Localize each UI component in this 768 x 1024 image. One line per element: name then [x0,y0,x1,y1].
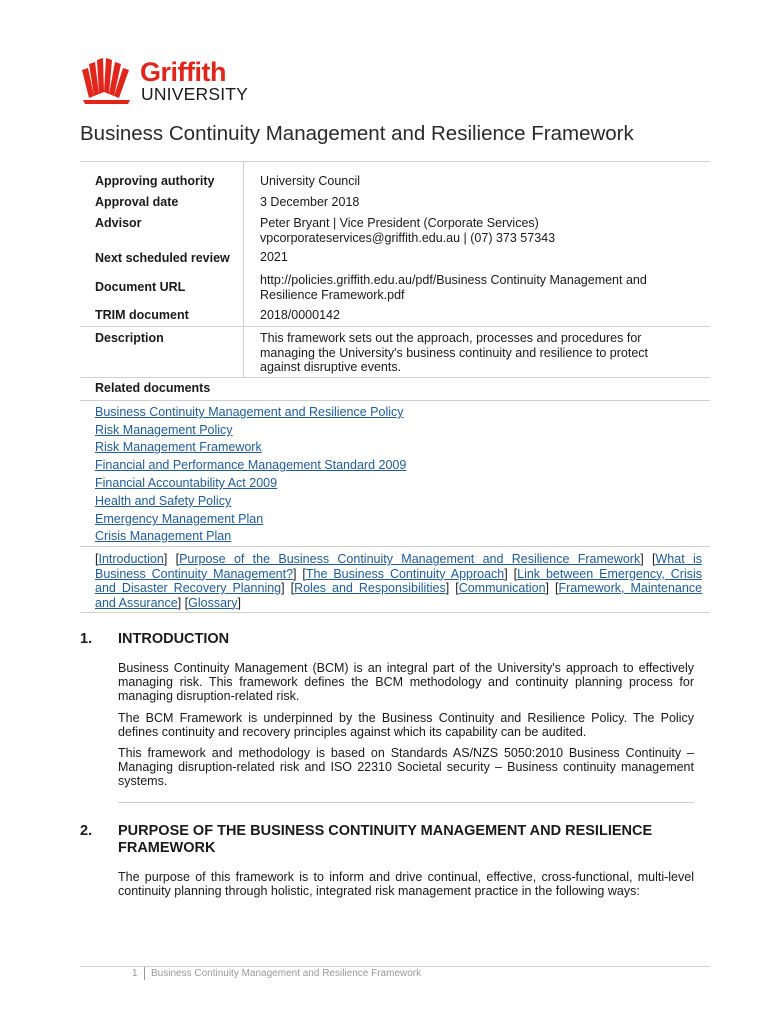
nav-link-roles[interactable]: Roles and Responsibilities [294,581,446,595]
meta-key-approving-authority: Approving authority [95,174,215,188]
nav-link-communication[interactable]: Communication [458,581,546,595]
meta-value-next-review: 2021 [260,250,288,264]
section-2-number: 2. [80,823,93,839]
nav-link-what-is-bcm[interactable]: What is Business Continuity Management? [95,552,703,581]
nav-link-purpose[interactable]: Purpose of the Business Continuity Management and Resilience Framework [179,552,641,566]
section-1-number: 1. [80,631,93,647]
meta-value-description [260,331,700,375]
related-link-bcm-policy[interactable]: Business Continuity Management and Resilience Policy [95,405,404,419]
document-url-line-1: http://policies.griffith.edu.au/pdf/Business Continuity Management and [260,273,647,287]
nav-link-framework-maintenance[interactable]: Framework, Maintenance and Assurance [95,581,703,610]
document-title: Business Continuity Management and Resilience Framework [80,122,634,145]
footer-separator [144,967,145,980]
footer-page-number: 1 [132,968,138,979]
advisor-line-1: Peter Bryant | Vice President (Corporate Services) [260,216,539,230]
nav-link-emergency-crisis[interactable]: Link between Emergency, Crisis and Disaster Recovery Planning [95,566,703,595]
meta-key-next-review: Next scheduled review [95,251,230,265]
description-top-rule [80,326,710,327]
table-column-divider [243,162,244,377]
section-1-paragraph-1: Business Continuity Management (BCM) is an integral part of the University's approach to effectively managing risk. This framework defines the BCM methodology and continuity planning process for managing disruption-related risk. [118,661,694,703]
meta-key-advisor: Advisor [95,216,142,230]
section-1-paragraph-3: This framework and methodology is based on Standards AS/NZS 5050:2010 Business Continuity – Managing disruption-related risk and ISO 22310 Societal security – Business continuity management systems. [118,746,694,788]
meta-value-trim-document: 2018/0000142 [260,308,340,322]
footer-rule [80,966,710,967]
section-1-heading: INTRODUCTION [118,631,230,647]
meta-value-approval-date: 3 December 2018 [260,195,360,209]
nav-link-approach[interactable]: The Business Continuity Approach [305,566,505,581]
related-top-rule [80,377,710,378]
griffith-emblem-icon [80,56,138,104]
meta-key-trim-document: TRIM document [95,308,189,322]
section-divider [118,802,694,803]
logo-subtitle: UNIVERSITY [141,84,249,104]
related-link-financial-act[interactable]: Financial Accountability Act 2009 [95,476,278,490]
logo-wordmark: Griffith [140,57,226,87]
document-url-line-2: Resilience Framework.pdf [260,287,405,302]
meta-key-description: Description [95,331,164,345]
related-link-risk-framework[interactable]: Risk Management Framework [95,440,262,454]
university-logo [80,56,270,106]
related-link-emergency-plan[interactable]: Emergency Management Plan [95,512,264,526]
related-bottom-rule [80,400,710,401]
section-navigation: [Introduction] [Purpose of the Business Continuity Management and Resilience Framework] [What is Business Continuity Management?] [The Business Continuity Approach] [Link between Emergency, Crisis and Disaster Recovery Planning] [Roles and Responsibilities] [Communication] [Framework, Maintenance and Assurance] [Glossary] [95,552,703,610]
related-link-financial-standard[interactable]: Financial and Performance Management Standard 2009 [95,458,407,472]
advisor-line-2: vpcorporateservices@griffith.edu.au | (07) 373 57343 [260,230,556,245]
meta-value-approving-authority: University Council [260,174,361,188]
section-2-heading: PURPOSE OF THE BUSINESS CONTINUITY MANAGEMENT AND RESILIENCE FRAMEWORK [118,823,653,856]
related-documents-heading: Related documents [95,381,211,395]
nav-link-introduction[interactable]: Introduction [98,552,164,566]
meta-value-document-url [260,273,700,302]
table-top-rule [80,161,710,162]
nav-link-glossary[interactable]: Glossary [188,595,238,610]
related-link-health-safety[interactable]: Health and Safety Policy [95,494,232,508]
section-2-paragraph-1: The purpose of this framework is to inform and drive continual, effective, cross-functional, multi-level continuity planning through holistic, integrated risk management practice in the following ways: [118,870,694,898]
nav-top-rule [80,546,710,547]
related-link-crisis-plan[interactable]: Crisis Management Plan [95,529,232,543]
meta-value-advisor [260,216,700,245]
related-link-risk-policy[interactable]: Risk Management Policy [95,423,233,437]
description-line-1: This framework sets out the approach, processes and procedures for [260,331,642,345]
footer-document-title: Business Continuity Management and Resilience Framework [151,968,422,979]
section-1-paragraph-2: The BCM Framework is underpinned by the Business Continuity and Resilience Policy. The Policy defines continuity and recovery principles against which its capability can be audited. [118,711,694,739]
nav-bottom-rule [80,612,710,613]
meta-key-document-url: Document URL [95,280,186,294]
description-line-2: managing the University's business continuity and resilience to protect [260,345,649,360]
meta-key-approval-date: Approval date [95,195,179,209]
description-line-3: against disruptive events. [260,360,402,374]
